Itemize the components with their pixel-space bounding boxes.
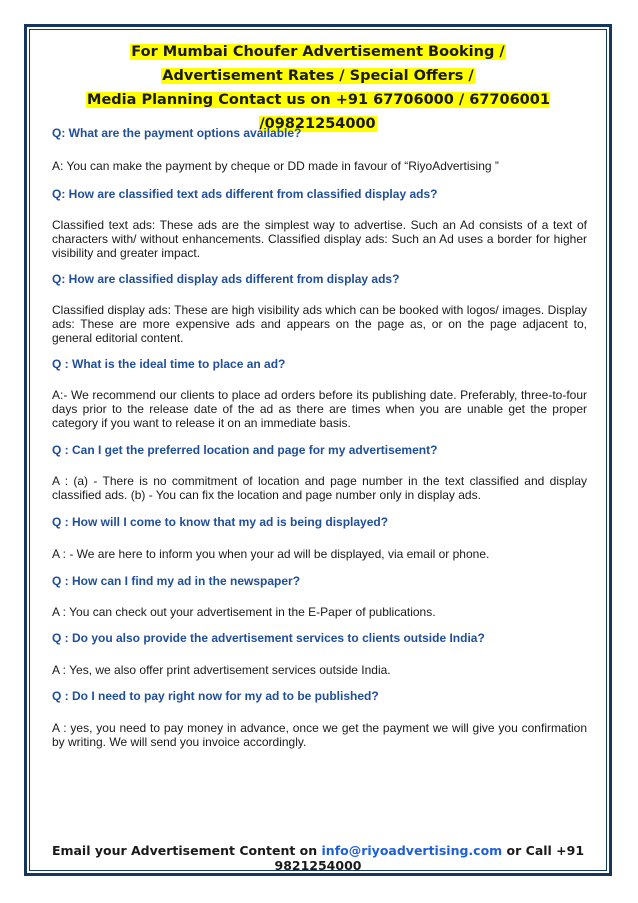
faq-answer: A : (a) - There is no commitment of location and page number in the text classified and display classified ads. (b) - You can fix the location and page number only in display ads. [52,474,587,502]
faq-answer: A: You can make the payment by cheque or DD made in favour of “RiyoAdvertising ” [52,159,499,173]
faq-list [52,124,587,749]
faq-question: Q: What are the payment options available? [52,126,302,140]
faq-question: Q : What is the ideal time to place an ad? [52,357,286,371]
header [36,40,600,136]
faq-answer: A : - We are here to inform you when your ad will be displayed, via email or phone. [52,547,490,561]
faq-answer: A : yes, you need to pay money in advance, once we get the payment we will give you confirmation by writing. We will send you invoice accordingly. [52,721,587,749]
footer-suffix: or Call +91 9821254000 [274,843,585,873]
faq-answer: A:- We recommend our clients to place ad orders before its publishing date. Preferably, three-to-four days prior to the release date of the ad as there are times when you are unable get the proper category if you want to release it on an immediate basis. [52,388,587,430]
faq-question: Q : Do you also provide the advertisement services to clients outside India? [52,631,485,645]
faq-question: Q : How can I find my ad in the newspaper? [52,574,301,588]
faq-answer: A : Yes, we also offer print advertisement services outside India. [52,663,391,677]
faq-question: Q: How are classified display ads different from display ads? [52,272,400,286]
footer-email-link[interactable]: info@riyoadvertising.com [321,843,503,858]
faq-answer: A : You can check out your advertisement in the E-Paper of publications. [52,605,436,619]
faq-question: Q : Do I need to pay right now for my ad to be published? [52,689,379,703]
faq-answer: Classified text ads: These ads are the simplest way to advertise. Such an Ad consists of a text of characters with/ without enhancements. Classified display ads: Such an Ad uses a border for higher visibility and greater impact. [52,218,587,260]
footer [36,843,600,873]
faq-question: Q : How will I come to know that my ad is being displayed? [52,515,389,529]
header-line-1: For Mumbai Choufer Advertisement Booking / [131,44,505,60]
footer-prefix: Email your Advertisement Content on [51,843,322,858]
header-line-2: Advertisement Rates / Special Offers / [162,68,474,84]
header-line-3: Media Planning Contact us on +91 67706000 / 67706001 /09821254000 [87,92,550,132]
faq-question: Q: How are classified text ads different from classified display ads? [52,187,438,201]
faq-answer: Classified display ads: These are high visibility ads which can be booked with logos/ images. Display ads: These are more expensive ads and appears on the page as, or on the page adjacent to, general editorial content. [52,303,587,345]
faq-question: Q : Can I get the preferred location and page for my advertisement? [52,443,438,457]
